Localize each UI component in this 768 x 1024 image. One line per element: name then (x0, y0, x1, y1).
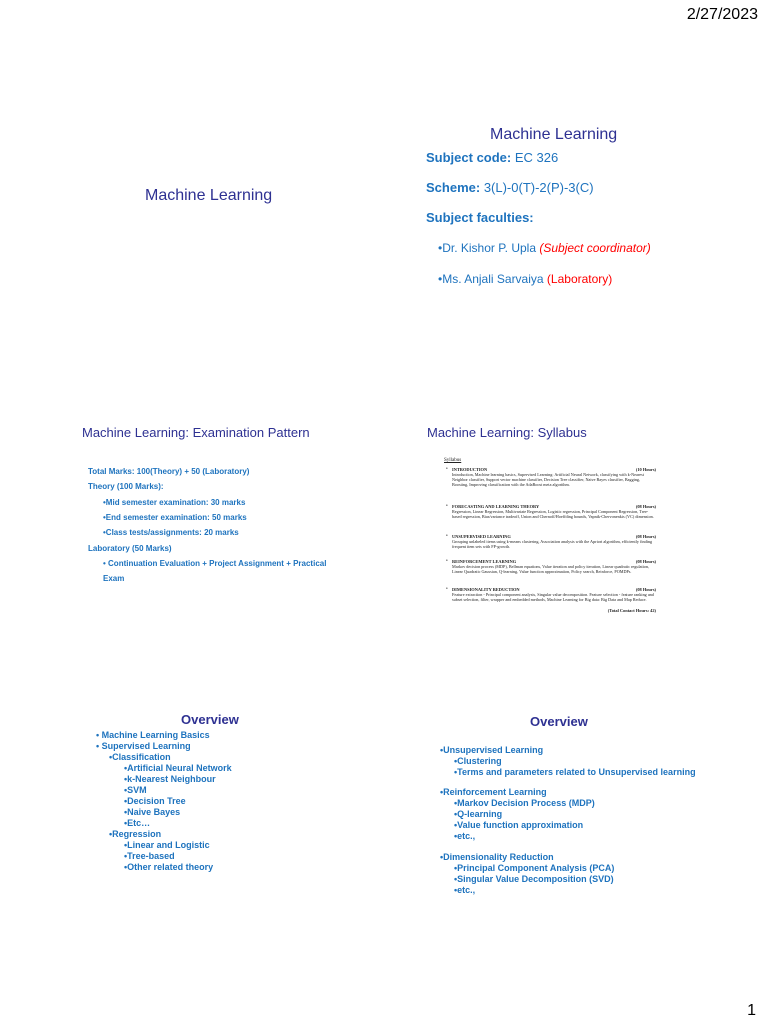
overview-item: •Terms and parameters related to Unsupervised learning (454, 767, 696, 777)
scheme-label: Scheme: (426, 180, 481, 195)
overview-item: • Machine Learning Basics (96, 730, 210, 740)
slide2-title: Machine Learning (490, 126, 618, 143)
overview-item: •Tree-based (124, 851, 175, 861)
syllabus-section (446, 467, 656, 487)
overview-item: •Q-learning (454, 809, 503, 819)
section-hours: (10 Hours) (635, 467, 656, 472)
overview-item: •Reinforcement Learning (440, 787, 547, 797)
faculty1-role: (Subject coordinator) (539, 241, 651, 255)
section-name: INTRODUCTION (452, 467, 488, 472)
faculty1-name: •Dr. Kishor P. Upla (438, 241, 540, 255)
overview-item: •k-Nearest Neighbour (124, 774, 216, 784)
overview-item: •Naive Bayes (124, 807, 181, 817)
overview-item: •etc., (454, 831, 476, 841)
section-name: DIMENSIONALITY REDUCTION (452, 587, 520, 592)
page-number: 1 (747, 1002, 756, 1019)
section-hours: (08 Hours) (635, 559, 656, 564)
overview-item: •Decision Tree (124, 796, 186, 806)
exam-line: •End semester examination: 50 marks (103, 513, 247, 522)
scheme-line (426, 181, 594, 194)
overview-item: • Supervised Learning (96, 741, 191, 751)
bullet-icon: • (446, 504, 448, 509)
section-hours: (08 Hours) (635, 587, 656, 592)
section-name: UNSUPERVISED LEARNING (452, 534, 511, 539)
scheme-value: 3(L)-0(T)-2(P)-3(C) (480, 180, 594, 195)
faculty2-role: (Laboratory) (546, 272, 613, 286)
overview-item: •Principal Component Analysis (PCA) (454, 863, 615, 873)
slide1-title: Machine Learning (145, 187, 273, 204)
syllabus-section (446, 504, 656, 519)
slide4-title: Machine Learning: Syllabus (427, 425, 587, 440)
subject-code-label: Subject code: (426, 150, 512, 165)
bullet-icon: • (446, 534, 448, 539)
faculties-label: Subject faculties: (426, 210, 534, 225)
faculty1-line (438, 242, 651, 254)
section-desc: Feature extraction - Principal component analysis, Singular value decomposition. Feature selection - feature ranking and subset selection, filter, wrapper and embedded methods, Machine Learning for Big data: Big Data and Map Reduce. (452, 592, 654, 602)
section-desc: Markov decision process (MDP), Bellman equations, Value iteration and policy iteration, Linear quadratic regulation, Linear Quadratic Gaussian, Q-learning, Value function approximation, Policy search, Reinforce, POMDPs. (452, 564, 650, 574)
section-hours: (08 Hours) (635, 504, 656, 509)
overview-item: •Linear and Logistic (124, 840, 210, 850)
section-name: REINFORCEMENT LEARNING (452, 559, 517, 564)
section-hours: (08 Hours) (635, 534, 656, 539)
exam-line: •Class tests/assignments: 20 marks (103, 528, 239, 537)
slide5-title: Overview (181, 712, 239, 727)
faculty2-line (438, 273, 612, 285)
overview-item: •Unsupervised Learning (440, 745, 544, 755)
slide6-title: Overview (530, 714, 588, 729)
exam-line: Laboratory (50 Marks) (88, 544, 172, 553)
overview-item: •Etc… (124, 818, 151, 828)
overview-item: •Classification (109, 752, 171, 762)
subject-code-value: EC 326 (511, 150, 559, 165)
section-name: FORECASTING AND LEARNING THEORY (452, 504, 540, 509)
overview-item: •Markov Decision Process (MDP) (454, 798, 595, 808)
syllabus-section (446, 559, 656, 574)
syllabus-heading: Syllabus (444, 458, 462, 463)
print-date: 2/27/2023 (686, 6, 758, 23)
subject-code-line (426, 151, 558, 164)
bullet-icon: • (446, 467, 448, 472)
section-desc: Grouping unlabeled items using k-means clustering, Association analysis with the Apriori algorithm, efficiently finding frequent item sets with FP-growth. (452, 539, 653, 549)
slide3-title: Machine Learning: Examination Pattern (82, 425, 310, 440)
exam-line: •Mid semester examination: 30 marks (103, 498, 246, 507)
faculty2-name: •Ms. Anjali Sarvaiya (438, 272, 547, 286)
overview-item: •etc., (454, 885, 476, 895)
overview-item: •Value function approximation (454, 820, 584, 830)
overview-item: •Regression (109, 829, 162, 839)
syllabus-section (446, 534, 656, 549)
syllabus-image (444, 456, 656, 624)
overview-item: •Singular Value Decomposition (SVD) (454, 874, 614, 884)
total-hours: (Total Contact Hours: 42) (607, 608, 656, 613)
overview-item: •Dimensionality Reduction (440, 852, 554, 862)
overview-item: •Clustering (454, 756, 502, 766)
bullet-icon: • (446, 587, 448, 592)
overview-item: •SVM (124, 785, 147, 795)
syllabus-section (446, 587, 656, 602)
bullet-icon: • (446, 559, 448, 564)
section-desc: Introduction, Machine learning basics, Supervised Learning: Artificial Neural Network, classifying with k-Nearest Neighbor classifier, Support vector machine classifier, Decision Tree classifier, Naive Bayes classifier, Bagging, Boosting, Improving classification with the AdaBoost meta algorithm. (452, 472, 644, 487)
exam-line: Exam (103, 574, 125, 583)
faculties-line (426, 211, 534, 224)
exam-line: Total Marks: 100(Theory) + 50 (Laboratory) (88, 467, 250, 476)
exam-line: • Continuation Evaluation + Project Assignment + Practical (103, 559, 327, 568)
section-desc: Regression, Linear Regression, Multivariate Regression, Logistic regression, Principal Component Regression, Tree-based regression, Bias/variance tradeoff, Union and Chernoff/Hoeffding bounds, Vapnik-Chervonenkis (VC) dimension. (452, 509, 654, 519)
overview-item: •Other related theory (124, 862, 214, 872)
overview-item: •Artificial Neural Network (124, 763, 232, 773)
exam-line: Theory (100 Marks): (88, 482, 164, 491)
